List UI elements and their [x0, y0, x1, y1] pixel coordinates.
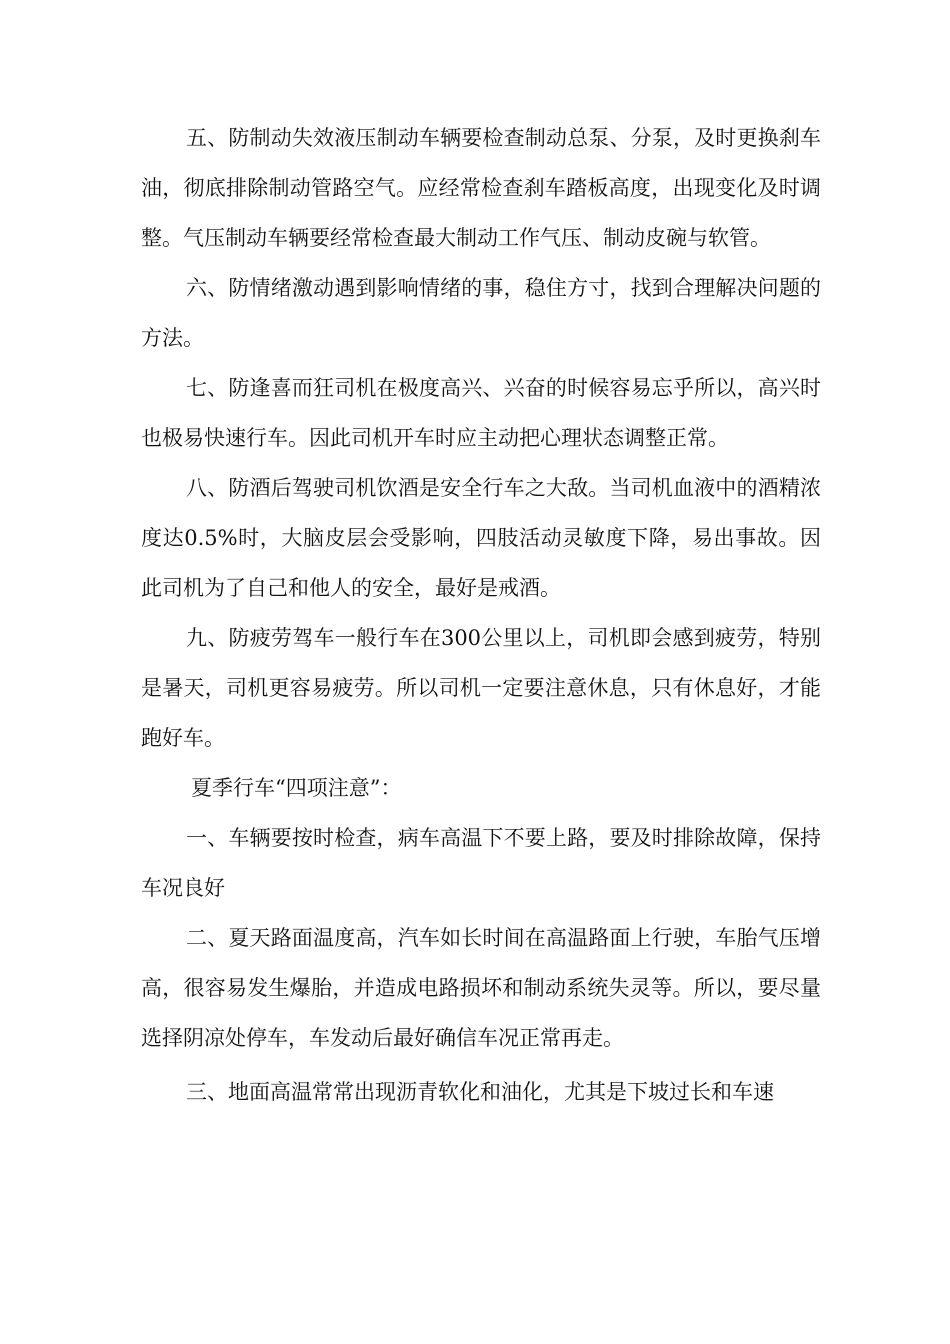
paragraph-brake-failure: 五、防制动失效液压制动车辆要检查制动总泵、分泵，及时更换刹车油，彻底排除制动管路空气。应经常检查刹车踏板高度，出现变化及时调整。气压制动车辆要经常检查最大制动工作气压、制动皮碗与软管。: [141, 126, 821, 250]
paragraph-drunk-driving: 八、防酒后驾驶司机饮酒是安全行车之大敌。当司机血液中的酒精浓度达0.5%时，大脑皮层会受影响，四肢活动灵敏度下降，易出事故。因此司机为了自己和他人的安全，最好是戒酒。: [141, 476, 821, 600]
summer-item-1: 一、车辆要按时检查，病车高温下不要上路，要及时排除故障，保持车况良好: [141, 826, 821, 900]
paragraph-fatigue: 九、防疲劳驾车一般行车在300公里以上，司机即会感到疲劳，特别是暑天，司机更容易疲劳。所以司机一定要注意休息，只有休息好，才能跑好车。: [141, 626, 821, 750]
paragraph-emotion: 六、防情绪激动遇到影响情绪的事，稳住方寸，找到合理解决问题的方法。: [141, 276, 821, 350]
summer-driving-heading: 夏季行车“四项注意”：: [191, 776, 402, 800]
document-body: [141, 113, 821, 1117]
summer-item-3: 三、地面高温常常出现沥青软化和油化，尤其是下坡过长和车速: [186, 1080, 774, 1104]
paragraph-overjoy: 七、防逢喜而狂司机在极度高兴、兴奋的时候容易忘乎所以，高兴时也极易快速行车。因此司机开车时应主动把心理状态调整正常。: [141, 376, 821, 450]
summer-item-2: 二、夏天路面温度高，汽车如长时间在高温路面上行驶，车胎气压增高，很容易发生爆胎，并造成电路损坏和制动系统失灵等。所以，要尽量选择阴凉处停车，车发动后最好确信车况正常再走。: [141, 926, 821, 1050]
